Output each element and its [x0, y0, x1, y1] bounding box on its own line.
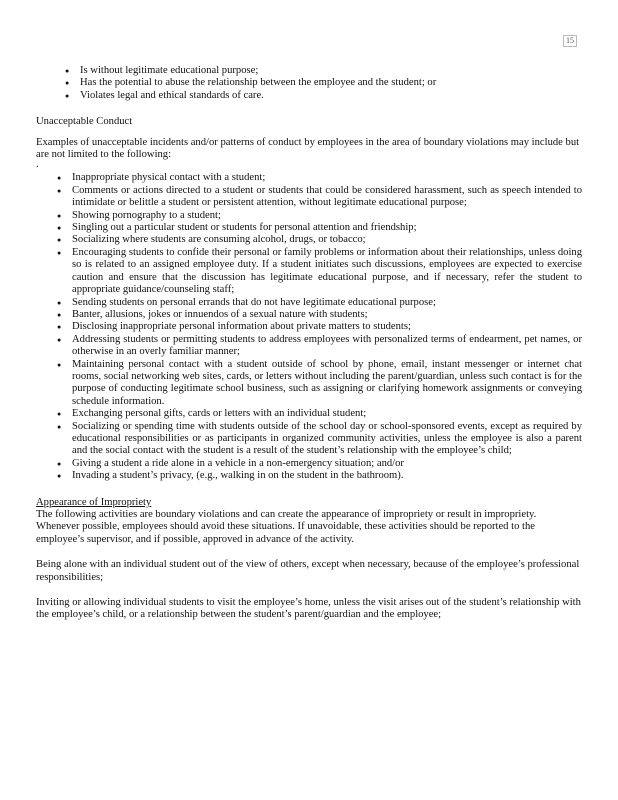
appearance-paragraph-home-visit: Inviting or allowing individual students to visit the employee’s home, unless the visit arises out of the student’s relationship with the employee’s child, or a relationship between the student’s parent/guardian and the employee;	[36, 597, 581, 621]
section-heading-appearance-of-impropriety: Appearance of Impropriety	[36, 496, 152, 508]
list-item: ● Giving a student a ride alone in a vehicle in a non-emergency situation; and/or	[44, 458, 582, 470]
list-item: ● Banter, allusions, jokes or innuendos of a sexual nature with students;	[44, 309, 582, 321]
page-number: 15	[563, 35, 577, 47]
list-item: ● Invading a student’s privacy, (e.g., walking in on the student in the bathroom).	[44, 470, 582, 482]
list-item: ● Maintaining personal contact with a student outside of school by phone, email, instant messenger or internet chat rooms, social networking web sites, cards, or letters without including the parent/guardian, unless such contact is for the purpose of conducting legitimate school business, such as assigning or clarifying homework assignments or conveying schedule information.	[44, 359, 582, 409]
list-item: ● Has the potential to abuse the relationship between the employee and the student; or	[52, 77, 582, 89]
list-item: ● Is without legitimate educational purpose;	[52, 65, 582, 77]
list-item: ● Encouraging students to confide their personal or family problems or information about their relationships, unless doing so is related to an assigned employee duty. If a student initiates such discussions, employees are expected to exercise caution and ensure that the discussion has legitimate educational purpose, and if necessary, refer the student to appropriate guidance/counseling staff;	[44, 247, 582, 297]
list-item: ● Socializing where students are consuming alcohol, drugs, or tobacco;	[44, 234, 582, 246]
unacceptable-intro-paragraph: Examples of unacceptable incidents and/or patterns of conduct by employees in the area of boundary violations may include but are not limited to the following:	[36, 136, 580, 161]
top-bullet-list	[52, 65, 582, 102]
list-item: ● Disclosing inappropriate personal information about private matters to students;	[44, 321, 582, 333]
list-item: ● Inappropriate physical contact with a student;	[44, 172, 582, 184]
list-item: ● Comments or actions directed to a student or students that could be considered harassment, such as speech intended to intimidate or belittle a student or persistent attention, without legitimate educational purpose;	[44, 185, 582, 210]
appearance-paragraph-alone: Being alone with an individual student out of the view of others, except when necessary, because of the employee’s professional responsibilities;	[36, 559, 580, 583]
list-item: ● Showing pornography to a student;	[44, 210, 582, 222]
list-item: ● Singling out a particular student or students for personal attention and friendship;	[44, 222, 582, 234]
unacceptable-conduct-list	[44, 172, 582, 482]
list-item: ● Exchanging personal gifts, cards or letters with an individual student;	[44, 408, 582, 420]
list-item: ● Socializing or spending time with students outside of the school day or school-sponsored events, except as required by educational responsibilities or as participants in organized community activities, unless the employee is also a parent and the social contact with the student is a result of the student’s relationship with the employee’s child;	[44, 421, 582, 458]
list-item: ● Sending students on personal errands that do not have legitimate educational purpose;	[44, 297, 582, 309]
list-item: ● Addressing students or permitting students to address employees with personalized terms of endearment, pet names, or otherwise in an overly familiar manner;	[44, 334, 582, 359]
stray-mark: .	[36, 159, 39, 171]
document-body	[36, 65, 582, 622]
list-item: ● Violates legal and ethical standards of care.	[52, 90, 582, 102]
appearance-intro-paragraph: The following activities are boundary violations and can create the appearance of impropriety or result in impropriety. Whenever possible, employees should avoid these situations. If unavoidable, these activities should be reported to the employee’s supervisor, and if possible, approved in advance of the activity.	[36, 509, 537, 545]
section-heading-unacceptable-conduct: Unacceptable Conduct	[36, 116, 133, 128]
